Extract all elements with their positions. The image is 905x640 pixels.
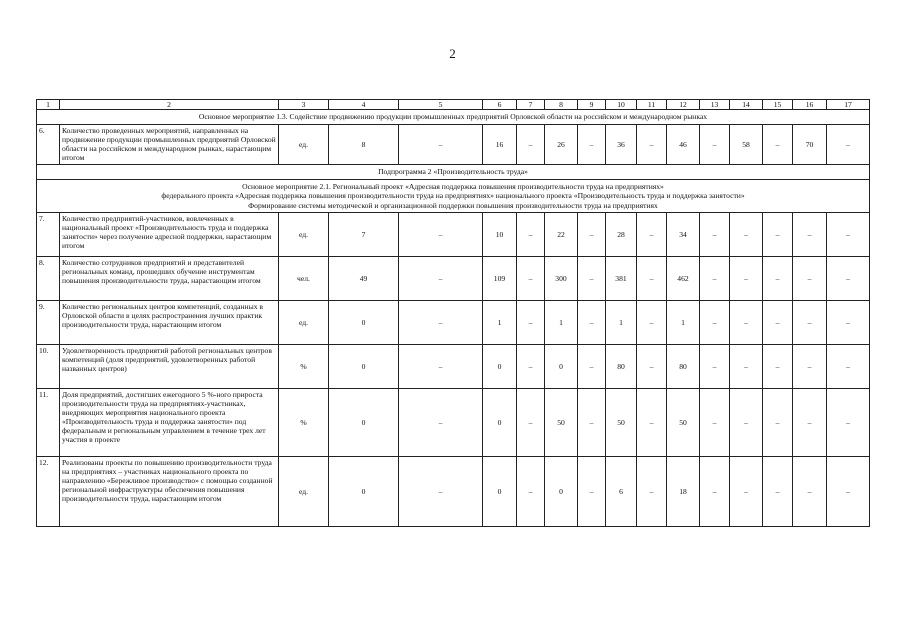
value-cell: – [700,457,730,527]
section-heading-row [37,110,870,125]
value-cell: 8 [329,125,399,165]
value-cell: 0 [329,389,399,457]
section-heading-line: Формирование системы методической и организационной поддержки повышения производительности труда на предприятиях [248,200,658,210]
value-cell: 0 [483,457,517,527]
value-cell: 26 [545,125,578,165]
value-cell: 16 [483,125,517,165]
value-cell: – [827,301,870,345]
value-cell: – [700,301,730,345]
row-number: 7. [37,213,60,257]
section-heading-line: федерального проекта «Адресная поддержка повышения производительности труда на предприятиях» национального проекта «Производительность труда и поддержка занятости» [161,191,745,201]
section-heading-line: Подпрограмма 2 «Производительность труда» [378,167,528,177]
value-cell: 0 [483,345,517,389]
section-heading [37,110,870,125]
value-cell: – [827,389,870,457]
value-cell: – [763,301,793,345]
column-number-cell: 11 [637,100,667,110]
value-cell: 1 [545,301,578,345]
indicator-name: Реализованы проекты по повышению производительности труда на предприятиях – участниках национального проекта по направлению «Бережливое производство» с помощью созданной региональной инфраструктуры обеспечения повышения производительности труда, нарастающим итогом [60,457,279,527]
unit-cell: ед. [279,125,329,165]
value-cell: – [730,389,763,457]
row-number: 10. [37,345,60,389]
indicators-table [36,99,870,527]
value-cell: – [637,125,667,165]
value-cell: 1 [483,301,517,345]
value-cell: – [700,389,730,457]
column-number-cell: 7 [517,100,545,110]
value-cell: – [399,213,483,257]
value-cell: – [793,213,827,257]
value-cell: 50 [545,389,578,457]
value-cell: 50 [667,389,700,457]
value-cell: 46 [667,125,700,165]
value-cell: 0 [545,457,578,527]
value-cell: 462 [667,257,700,301]
value-cell: – [637,457,667,527]
column-number-cell: 4 [329,100,399,110]
table-row [37,301,870,345]
value-cell: – [399,345,483,389]
column-number-cell: 16 [793,100,827,110]
value-cell: – [517,125,545,165]
row-number: 12. [37,457,60,527]
page-number: 2 [449,46,456,61]
value-cell: – [637,213,667,257]
value-cell: – [763,457,793,527]
value-cell: – [578,457,606,527]
column-number-cell: 1 [37,100,60,110]
table-row [37,257,870,301]
value-cell: – [578,257,606,301]
value-cell: 80 [667,345,700,389]
value-cell: 300 [545,257,578,301]
value-cell: – [763,257,793,301]
value-cell: – [578,345,606,389]
value-cell: 22 [545,213,578,257]
value-cell: – [517,457,545,527]
column-number-cell: 10 [606,100,637,110]
column-number-cell: 3 [279,100,329,110]
value-cell: – [399,257,483,301]
value-cell: 36 [606,125,637,165]
value-cell: 1 [606,301,637,345]
unit-cell: чел. [279,257,329,301]
value-cell: 0 [329,457,399,527]
value-cell: – [700,257,730,301]
column-number-cell: 15 [763,100,793,110]
unit-cell: % [279,389,329,457]
unit-cell: ед. [279,301,329,345]
row-number: 11. [37,389,60,457]
section-heading-line: Основное мероприятие 2.1. Региональный проект «Адресная поддержка повышения производительности труда на предприятиях» [242,181,664,191]
value-cell: – [517,301,545,345]
table-row [37,213,870,257]
value-cell: – [793,257,827,301]
column-number-cell: 13 [700,100,730,110]
value-cell: – [637,345,667,389]
column-number-cell: 6 [483,100,517,110]
row-number: 6. [37,125,60,165]
value-cell: – [637,257,667,301]
value-cell: – [793,301,827,345]
value-cell: 0 [545,345,578,389]
value-cell: – [399,457,483,527]
value-cell: – [730,257,763,301]
section-heading-row [37,180,870,213]
value-cell: 0 [329,301,399,345]
value-cell: 18 [667,457,700,527]
value-cell: – [517,345,545,389]
column-number-cell: 12 [667,100,700,110]
value-cell: – [637,301,667,345]
row-number: 9. [37,301,60,345]
column-number-cell: 9 [578,100,606,110]
value-cell: 10 [483,213,517,257]
value-cell: – [763,213,793,257]
section-heading [37,180,870,213]
value-cell: 80 [606,345,637,389]
value-cell: 0 [329,345,399,389]
unit-cell: ед. [279,213,329,257]
indicator-name: Количество проведенных мероприятий, направленных на продвижение продукции промышленных предприятий Орловской области на российском и международном рынках, нарастающим итогом [60,125,279,165]
value-cell: – [730,457,763,527]
value-cell: – [827,345,870,389]
value-cell: – [700,213,730,257]
row-number: 8. [37,257,60,301]
value-cell: 34 [667,213,700,257]
value-cell: – [793,345,827,389]
value-cell: – [578,213,606,257]
header-row [37,100,870,110]
table-row [37,389,870,457]
value-cell: 381 [606,257,637,301]
indicator-name: Количество сотрудников предприятий и представителей региональных команд, прошедших обучение инструментам повышения производительности труда, нарастающим итогом [60,257,279,301]
value-cell: – [399,301,483,345]
value-cell: 7 [329,213,399,257]
value-cell: – [517,257,545,301]
value-cell: – [399,389,483,457]
table-row [37,345,870,389]
value-cell: – [827,257,870,301]
indicator-name: Доля предприятий, достигших ежегодного 5 %-ного прироста производительности труда на предприятиях-участниках, внедряющих мероприятия национального проекта «Производительность труда и поддержка занятости» под федеральным и региональным управлением в течение трех лет участия в проекте [60,389,279,457]
value-cell: – [827,457,870,527]
value-cell: 28 [606,213,637,257]
value-cell: – [700,345,730,389]
value-cell: – [827,125,870,165]
value-cell: – [399,125,483,165]
section-heading [37,165,870,180]
value-cell: – [730,301,763,345]
value-cell: 1 [667,301,700,345]
indicator-name: Удовлетворенность предприятий работой региональных центров компетенций (доля предприятий, удовлетворенных работой названных центров) [60,345,279,389]
table-row [37,125,870,165]
table-row [37,457,870,527]
value-cell: – [578,125,606,165]
column-number-cell: 14 [730,100,763,110]
value-cell: – [517,389,545,457]
value-cell: – [763,125,793,165]
value-cell: 70 [793,125,827,165]
column-number-cell: 17 [827,100,870,110]
indicator-name: Количество предприятий-участников, вовлеченных в национальный проект «Производительность труда и поддержка занятости» через получение адресной поддержки, нарастающим итогом [60,213,279,257]
column-number-cell: 2 [60,100,279,110]
column-number-cell: 8 [545,100,578,110]
value-cell: 6 [606,457,637,527]
value-cell: 49 [329,257,399,301]
unit-cell: ед. [279,457,329,527]
value-cell: – [517,213,545,257]
value-cell: – [793,389,827,457]
value-cell: – [730,345,763,389]
value-cell: – [763,389,793,457]
value-cell: – [827,213,870,257]
section-heading-row [37,165,870,180]
value-cell: 0 [483,389,517,457]
value-cell: 109 [483,257,517,301]
unit-cell: % [279,345,329,389]
value-cell: – [700,125,730,165]
section-heading-line: Основное мероприятие 1.3. Содействие продвижению продукции промышленных предприятий Орловской области на российском и международном рынках [198,112,708,122]
indicator-name: Количество региональных центров компетенций, созданных в Орловской области в целях распространения лучших практик производительности труда, нарастающим итогом [60,301,279,345]
value-cell: – [637,389,667,457]
value-cell: – [793,457,827,527]
column-number-cell: 5 [399,100,483,110]
value-cell: – [578,301,606,345]
value-cell: 58 [730,125,763,165]
value-cell: – [578,389,606,457]
value-cell: 50 [606,389,637,457]
value-cell: – [730,213,763,257]
value-cell: – [763,345,793,389]
